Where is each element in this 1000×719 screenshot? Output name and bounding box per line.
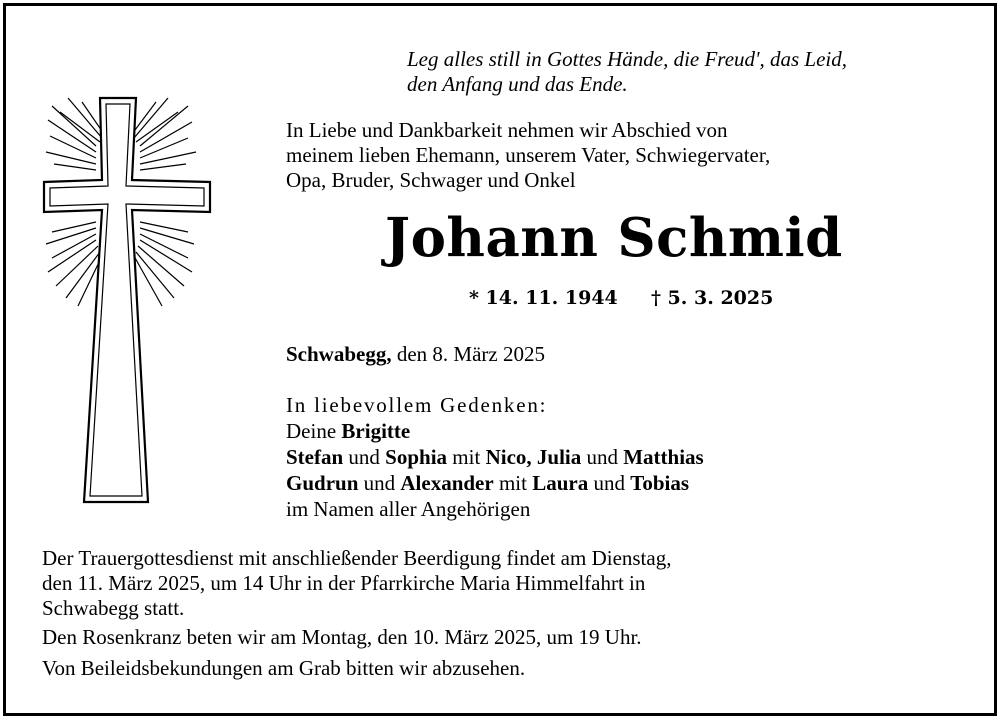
place-name: Schwabegg, [286,342,392,366]
family-text: mit [493,471,533,495]
family-heading: In liebevollem Gedenken: [286,393,548,417]
condolences-note: Von Beileidsbekundungen am Grab bitten wir abzusehen. [42,656,526,680]
notice-date: den 8. März 2025 [391,342,545,366]
family-member: Stefan [286,445,344,469]
family-member: Matthias [623,445,704,469]
family-member: Brigitte [341,419,411,443]
funeral-service-info [42,546,671,621]
family-member: Laura [532,471,589,495]
family-member: Alexander [400,471,494,495]
place-and-date [286,341,545,367]
family-text: Deine [286,419,342,443]
family-member: Nico, Julia [485,445,582,469]
birth-date: * 14. 11. 1944 [469,287,618,309]
family-line [286,418,704,444]
family-line: im Namen aller Angehörigen [286,497,531,521]
family-text: und [581,445,624,469]
family-line [286,444,704,470]
family-signature [286,392,704,522]
service-line: Der Trauergottesdienst mit anschließender Beerdigung findet am Dienstag, [42,546,672,570]
service-line: den 11. März 2025, um 14 Uhr in der Pfarrkirche Maria Himmelfahrt in [42,571,646,595]
family-text: mit [447,445,486,469]
family-member: Sophia [385,445,448,469]
motto-line: Leg alles still in Gottes Hände, die Freud', das Leid, [407,47,848,71]
family-text: und [343,445,386,469]
motto-verse [407,47,847,97]
deceased-name: Johann Schmid [385,207,843,269]
service-line: Schwabegg statt. [42,596,185,620]
rosary-info: Den Rosenkranz beten wir am Montag, den 10. März 2025, um 19 Uhr. [42,625,642,649]
family-line [286,470,704,496]
cross-with-rays-icon [38,92,238,512]
family-member: Gudrun [286,471,359,495]
family-text: und [358,471,401,495]
intro-line: meinem lieben Ehemann, unserem Vater, Schwiegervater, [286,143,771,167]
intro-text [286,118,770,193]
intro-line: Opa, Bruder, Schwager und Onkel [286,168,576,192]
intro-line: In Liebe und Dankbarkeit nehmen wir Abschied von [286,118,728,142]
death-date: † 5. 3. 2025 [651,287,774,309]
family-member: Tobias [630,471,689,495]
family-text: und [588,471,631,495]
motto-line: den Anfang und das Ende. [407,72,628,96]
